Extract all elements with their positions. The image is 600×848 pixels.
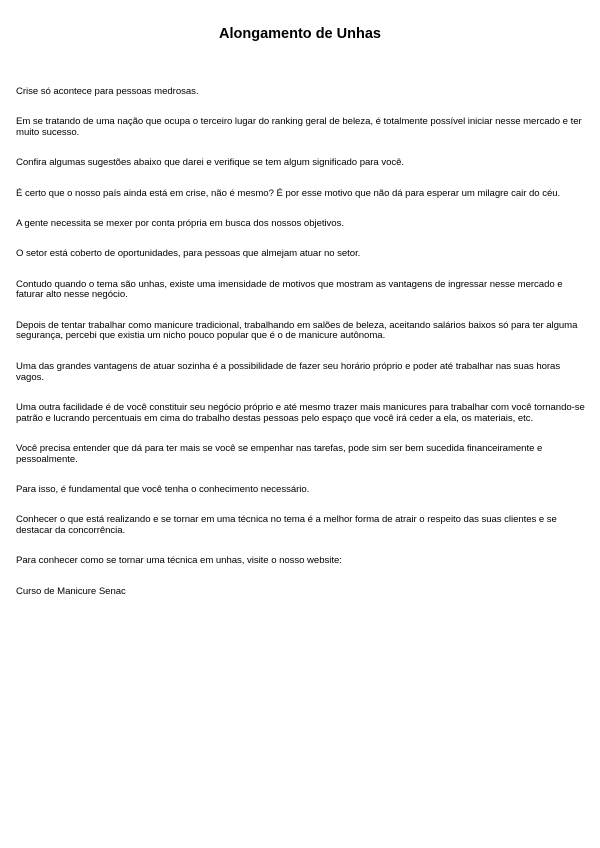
paragraph-9: Uma das grandes vantagens de atuar sozinha é a possibilidade de fazer seu horário próprio e poder até trabalhar nas suas horas vagos. [16, 360, 561, 383]
paragraph-14: Para conhecer como se tornar uma técnica em unhas, visite o nosso website: [16, 555, 342, 567]
paragraph-5: A gente necessita se mexer por conta própria em busca dos nossos objetivos. [16, 217, 344, 229]
paragraph-11: Você precisa entender que dá para ter mais se você se empenhar nas tarefas, pode sim ser bem sucedida financeiramente e pessoalmente. [16, 442, 543, 465]
paragraph-6: O setor está coberto de oportunidades, para pessoas que almejam atuar no setor. [16, 248, 361, 260]
paragraph-8: Depois de tentar trabalhar como manicure tradicional, trabalhando em salões de beleza, aceitando salários baixos só para ter alguma segurança, percebi que existia um nicho pouco popular que é o de manicure autônoma. [16, 319, 578, 342]
course-link-text: Curso de Manicure Senac [16, 585, 126, 597]
paragraph-10: Uma outra facilidade é de você constituir seu negócio próprio e até mesmo trazer mais manicures para trabalhar com você tornando-se patrão e lucrando percentuais em cima do trabalho destas pessoas pelo espaço que você irá ceder a ela, os materiais, etc. [16, 401, 585, 424]
document-title: Alongamento de Unhas [219, 26, 381, 42]
document-body [16, 87, 586, 617]
paragraph-13: Conhecer o que está realizando e se tornar em uma técnica no tema é a melhor forma de atrair o respeito das suas clientes e se destacar da concorrência. [16, 514, 557, 537]
paragraph-2: Em se tratando de uma nação que ocupa o terceiro lugar do ranking geral de beleza, é totalmente possível iniciar nesse mercado e ter muito sucesso. [16, 116, 582, 139]
paragraph-4: É certo que o nosso país ainda está em crise, não é mesmo? É por esse motivo que não dá para esperar um milagre cair do céu. [16, 187, 561, 199]
paragraph-1: Crise só acontece para pessoas medrosas. [16, 86, 199, 97]
paragraph-3: Confira algumas sugestões abaixo que darei e verifique se tem algum significado para você. [16, 157, 405, 169]
paragraph-12: Para isso, é fundamental que você tenha o conhecimento necessário. [16, 484, 310, 496]
paragraph-7: Contudo quando o tema são unhas, existe uma imensidade de motivos que mostram as vantagens de ingressar nesse mercado e faturar alto nesse negócio. [16, 278, 563, 301]
